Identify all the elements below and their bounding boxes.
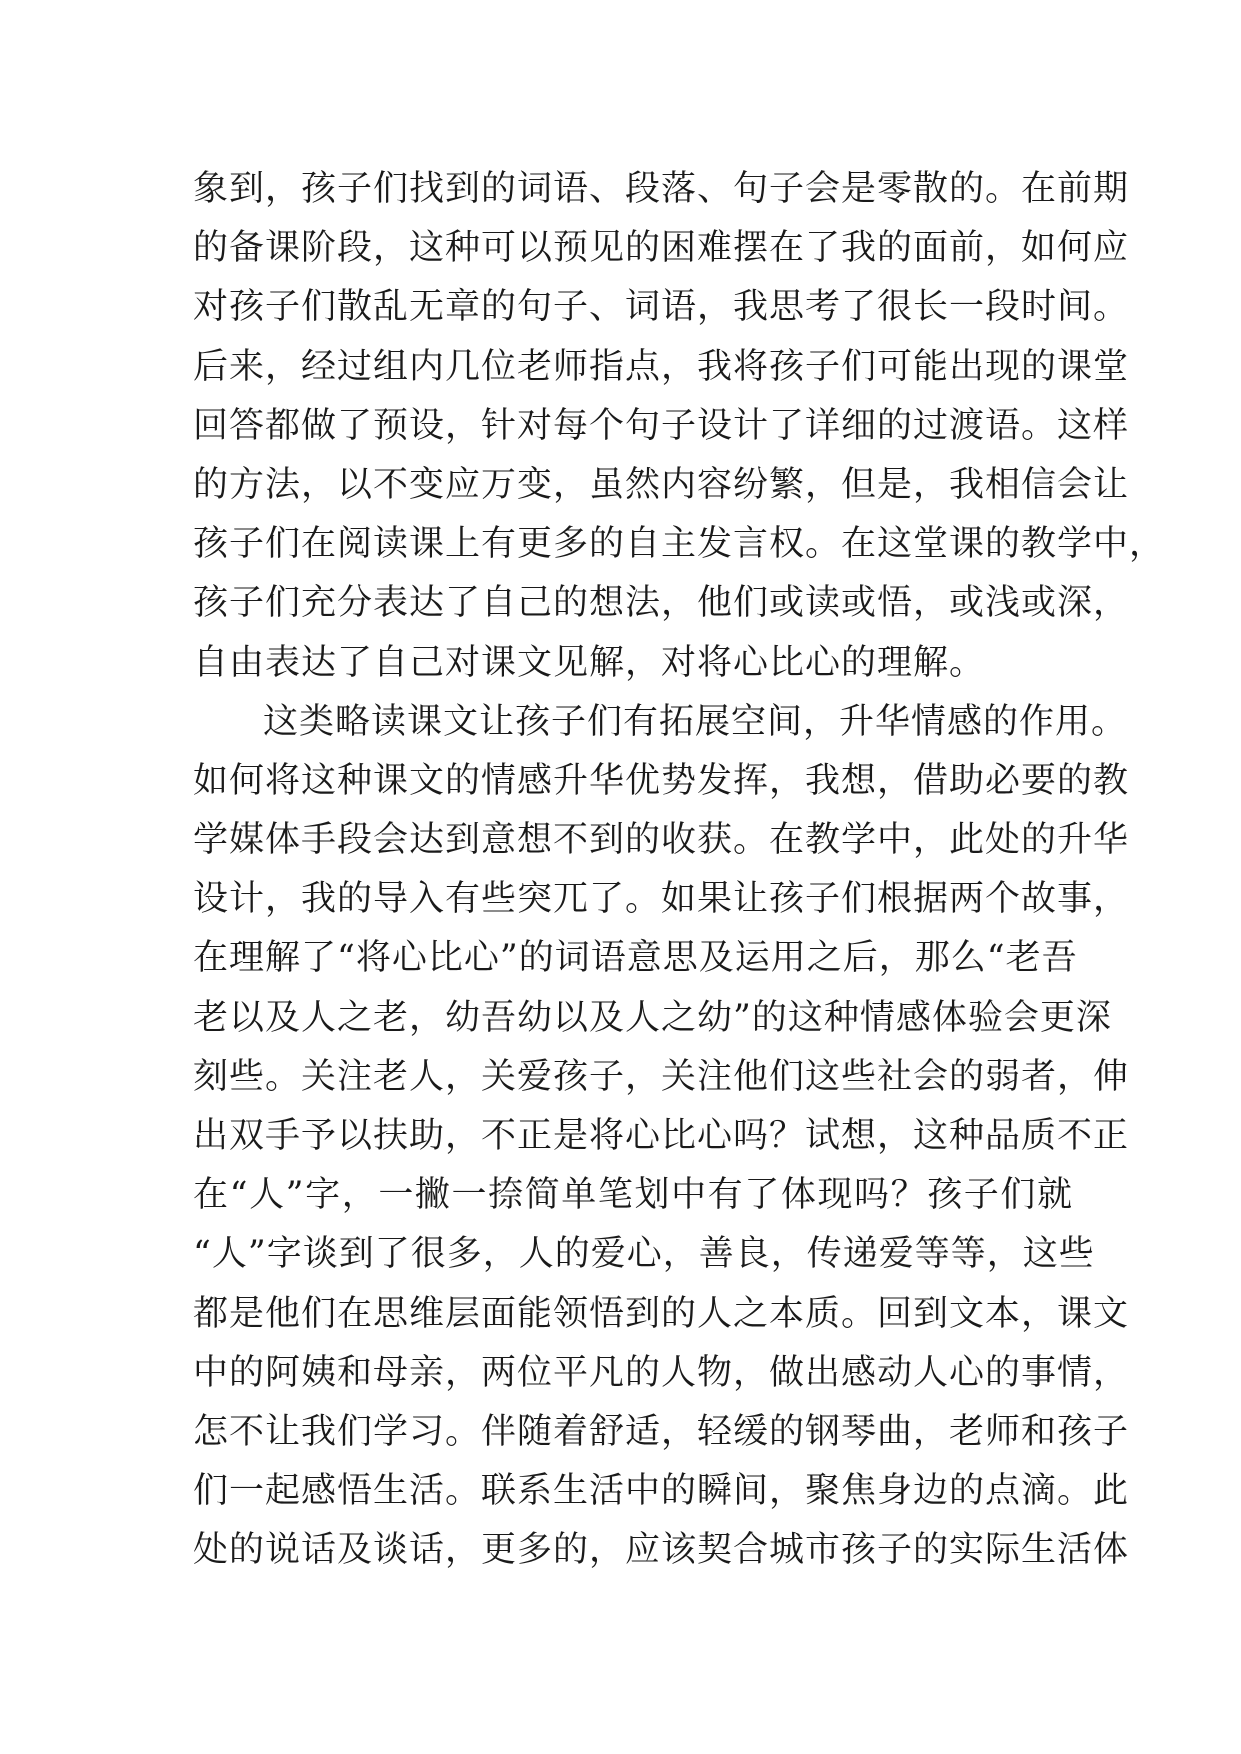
text-line: 孩子们充分表达了自己的想法，他们或读或悟，或浅或深， (193, 583, 1130, 624)
document-body (193, 160, 1166, 1581)
text-line: 回答都做了预设，针对每个句子设计了详细的过渡语。这样 (193, 405, 1130, 446)
text-line: 处的说话及谈话，更多的，应该契合城市孩子的实际生活体 (193, 1530, 1130, 1571)
text-line: 怎不让我们学习。伴随着舒适，轻缓的钢琴曲，老师和孩子 (193, 1411, 1130, 1452)
paragraph (193, 160, 1166, 693)
text-line: 的备课阶段，这种可以预见的困难摆在了我的面前，如何应 (193, 228, 1130, 269)
text-line: 孩子们在阅读课上有更多的自主发言权。在这堂课的教学中， (193, 524, 1166, 565)
text-line: 对孩子们散乱无章的句子、词语，我思考了很长一段时间。 (193, 287, 1130, 328)
text-line: 们一起感悟生活。联系生活中的瞬间，聚焦身边的点滴。此 (193, 1471, 1130, 1512)
text-line: 设计，我的导入有些突兀了。如果让孩子们根据两个故事， (193, 879, 1130, 920)
text-line: 象到，孩子们找到的词语、段落、句子会是零散的。在前期 (193, 169, 1130, 209)
paragraph (193, 693, 1130, 1581)
text-line: 出双手予以扶助，不正是将心比心吗？试想，这种品质不正 (193, 1116, 1130, 1156)
text-line: 老以及人之老，幼吾幼以及人之幼”的这种情感体验会更深 (193, 997, 1112, 1038)
text-line: 在“人”字，一撇一捺简单笔划中有了体现吗？孩子们就 (193, 1175, 1073, 1216)
text-line: 中的阿姨和母亲，两位平凡的人物，做出感动人心的事情， (193, 1352, 1130, 1393)
text-line: “人”字谈到了很多，人的爱心，善良，传递爱等等，这些 (193, 1234, 1095, 1275)
text-line: 都是他们在思维层面能领悟到的人之本质。回到文本，课文 (193, 1293, 1130, 1334)
text-line: 自由表达了自己对课文见解，对将心比心的理解。 (193, 642, 986, 683)
text-line: 在理解了“将心比心”的词语意思及运用之后，那么“老吾 (193, 938, 1078, 979)
text-line: 如何将这种课文的情感升华优势发挥，我想，借助必要的教 (193, 760, 1130, 801)
text-line: 这类略读课文让孩子们有拓展空间，升华情感的作用。 (263, 701, 1128, 742)
text-line: 后来，经过组内几位老师指点，我将孩子们可能出现的课堂 (193, 346, 1130, 387)
text-line: 学媒体手段会达到意想不到的收获。在教学中，此处的升华 (193, 820, 1130, 861)
text-line: 刻些。关注老人，关爱孩子，关注他们这些社会的弱者，伸 (193, 1056, 1130, 1097)
text-line: 的方法，以不变应万变，虽然内容纷繁，但是，我相信会让 (193, 464, 1130, 505)
